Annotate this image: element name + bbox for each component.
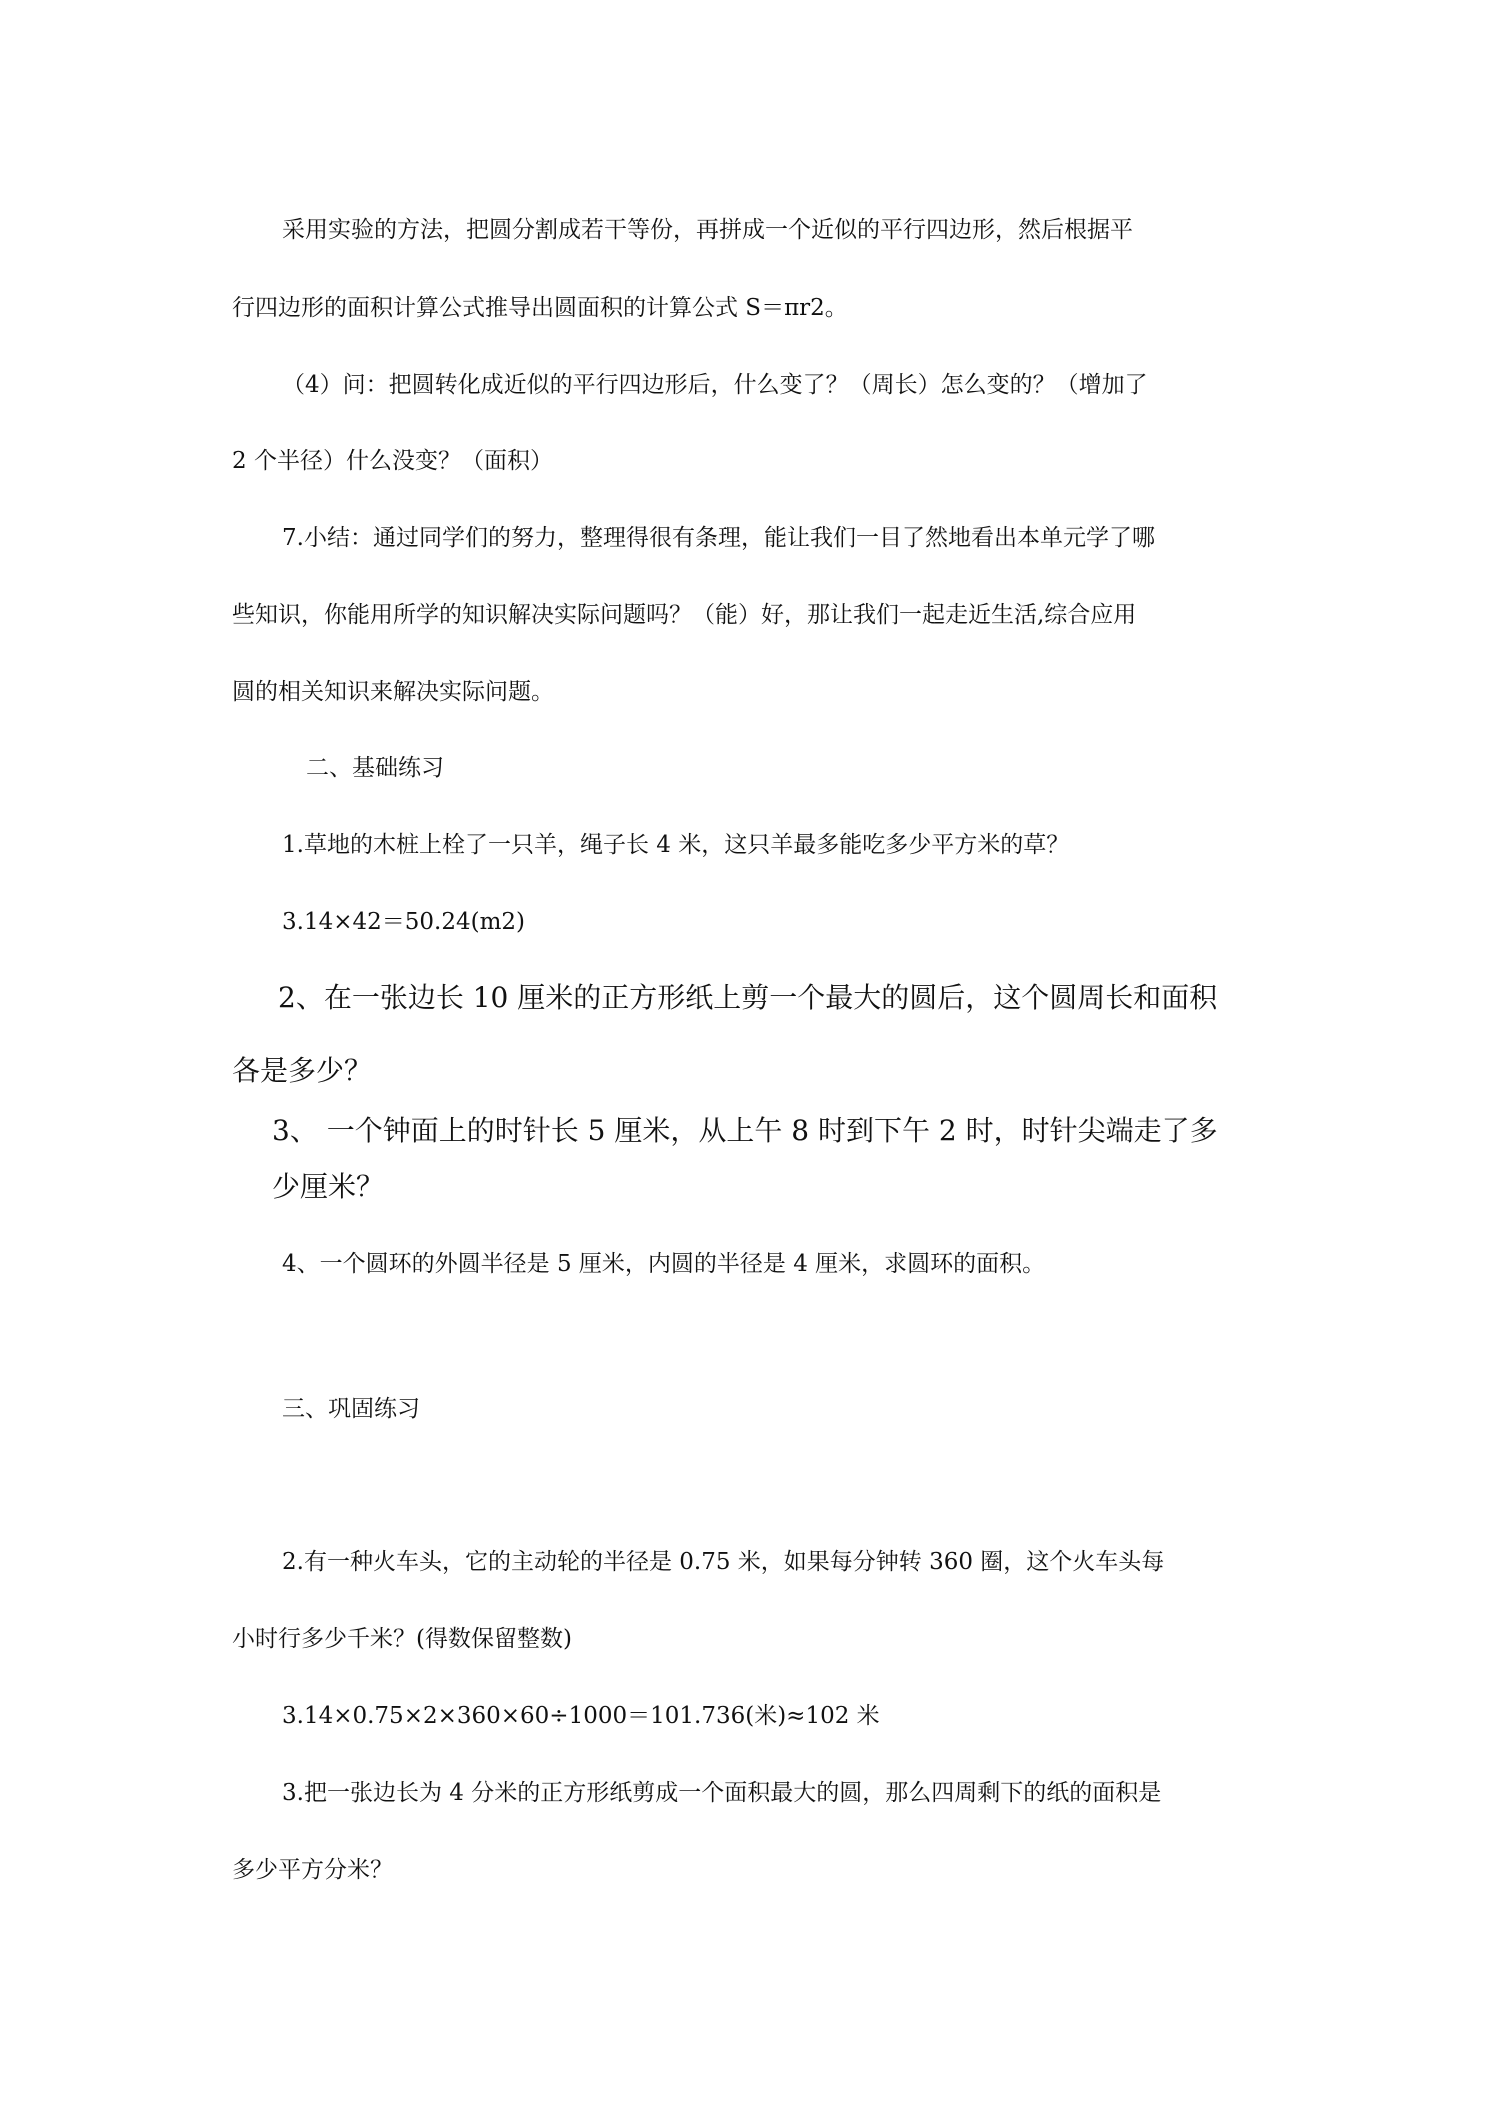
text-line: 2.有一种火车头，它的主动轮的半径是 0.75 米，如果每分钟转 360 圈，这个火车头每 <box>282 1549 1165 1575</box>
text-line: 1.草地的木桩上栓了一只羊，绳子长 4 米，这只羊最多能吃多少平方米的草？ <box>282 832 1070 858</box>
section-heading: 三、巩固练习 <box>282 1396 420 1422</box>
text-line: 4、一个圆环的外圆半径是 5 厘米，内圆的半径是 4 厘米，求圆环的面积。 <box>282 1251 1046 1277</box>
text-line: （4）问：把圆转化成近似的平行四边形后，什么变了？（周长）怎么变的？（增加了 <box>282 372 1148 398</box>
text-line: 3、 一个钟面上的时针长 5 厘米，从上午 8 时到下午 2 时，时针尖端走了多 <box>272 1114 1218 1147</box>
text-line: 圆的相关知识来解决实际问题。 <box>232 679 554 705</box>
formula-line: 3.14×0.75×2×360×60÷1000＝101.736(米)≈102 米 <box>282 1703 880 1729</box>
text-line: 行四边形的面积计算公式推导出圆面积的计算公式 S＝πr2。 <box>232 295 848 321</box>
formula-line: 3.14×42＝50.24(m2) <box>282 909 525 935</box>
text-line: 多少平方分米？ <box>232 1857 393 1883</box>
text-line: 些知识，你能用所学的知识解决实际问题吗？（能）好，那让我们一起走近生活,综合应用 <box>232 602 1137 628</box>
section-heading: 二、基础练习 <box>306 755 444 781</box>
text-line: 各是多少？ <box>232 1054 373 1087</box>
text-line: 3.把一张边长为 4 分米的正方形纸剪成一个面积最大的圆，那么四周剩下的纸的面积是 <box>282 1780 1162 1806</box>
text-line: 采用实验的方法，把圆分割成若干等份，再拼成一个近似的平行四边形，然后根据平 <box>282 217 1133 243</box>
text-line: 少厘米？ <box>272 1170 385 1203</box>
text-line: 7.小结：通过同学们的努力，整理得很有条理，能让我们一目了然地看出本单元学了哪 <box>282 525 1155 551</box>
text-line: 小时行多少千米？(得数保留整数) <box>232 1626 572 1652</box>
text-line: 2 个半径）什么没变？（面积） <box>232 448 553 474</box>
text-line: 2、在一张边长 10 厘米的正方形纸上剪一个最大的圆后，这个圆周长和面积 <box>278 981 1218 1014</box>
